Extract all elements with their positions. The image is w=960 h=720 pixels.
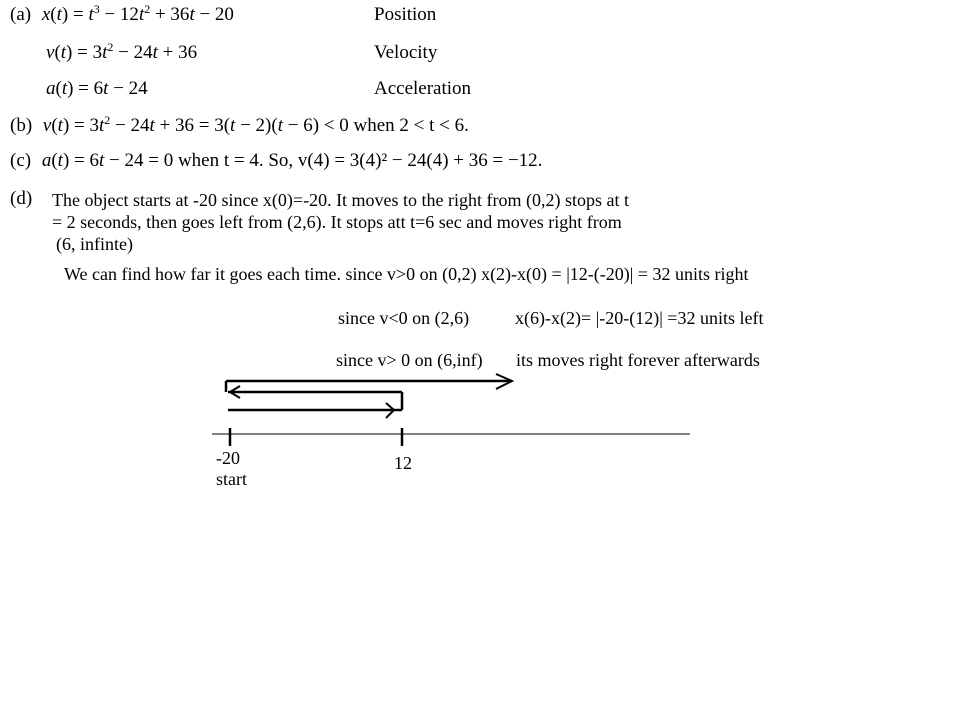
start-label: start <box>216 469 247 489</box>
part-c-equation: a(t) = 6t − 24 <box>41 150 144 171</box>
part-d-line-4: We can find how far it goes each time. since v>0 on (0,2) x(2)-x(0) = |12-(-20)| = 32 units right <box>64 264 749 284</box>
part-c-tag: (c) <box>10 150 32 171</box>
part-b-tag: (b) <box>10 115 33 136</box>
part-d-tag: (d) <box>10 188 33 209</box>
tick-label-right: 12 <box>394 453 412 473</box>
part-b-condition: < 0 when 2 < t < 6. <box>323 115 469 136</box>
right-forever-text: its moves right forever afterwards <box>516 350 760 370</box>
tick-label-left: -20 <box>216 448 240 468</box>
velocity-label: Velocity <box>374 42 438 63</box>
part-c-result: = 0 when t = 4. So, v(4) = 3(4)² − 24(4) + 36 = −12. <box>148 150 543 171</box>
since-left-interval: since v<0 on (2,6) <box>338 308 470 328</box>
part-a-tag: (a) <box>10 4 32 25</box>
left-distance-calc: x(6)-x(2)= |-20-(12)| =32 units left <box>515 308 764 328</box>
since-right-interval: since v> 0 on (6,inf) <box>336 350 483 370</box>
part-d-line-3: (6, infinte) <box>56 234 133 254</box>
velocity-equation: $v(t) = 3t^2 - 24t + 36$ <box>46 40 198 63</box>
acceleration-equation: a(t) = 6t − 24 <box>46 78 148 99</box>
acceleration-label: Acceleration <box>374 78 472 99</box>
position-label: Position <box>374 4 437 25</box>
part-d-line-2: = 2 seconds, then goes left from (2,6). It stops att t=6 sec and moves right from <box>52 212 622 232</box>
part-d-line-1: The object starts at -20 since x(0)=-20. It moves to the right from (0,2) stops at t <box>52 190 630 210</box>
position-equation: $x(t) = t^3 - 12t^2 + 36t - 20$ <box>41 2 234 25</box>
part-b-equation: $v(t) = 3t^2 - 24t + 36 = 3(t - 2)(t - 6)$ <box>42 113 320 136</box>
